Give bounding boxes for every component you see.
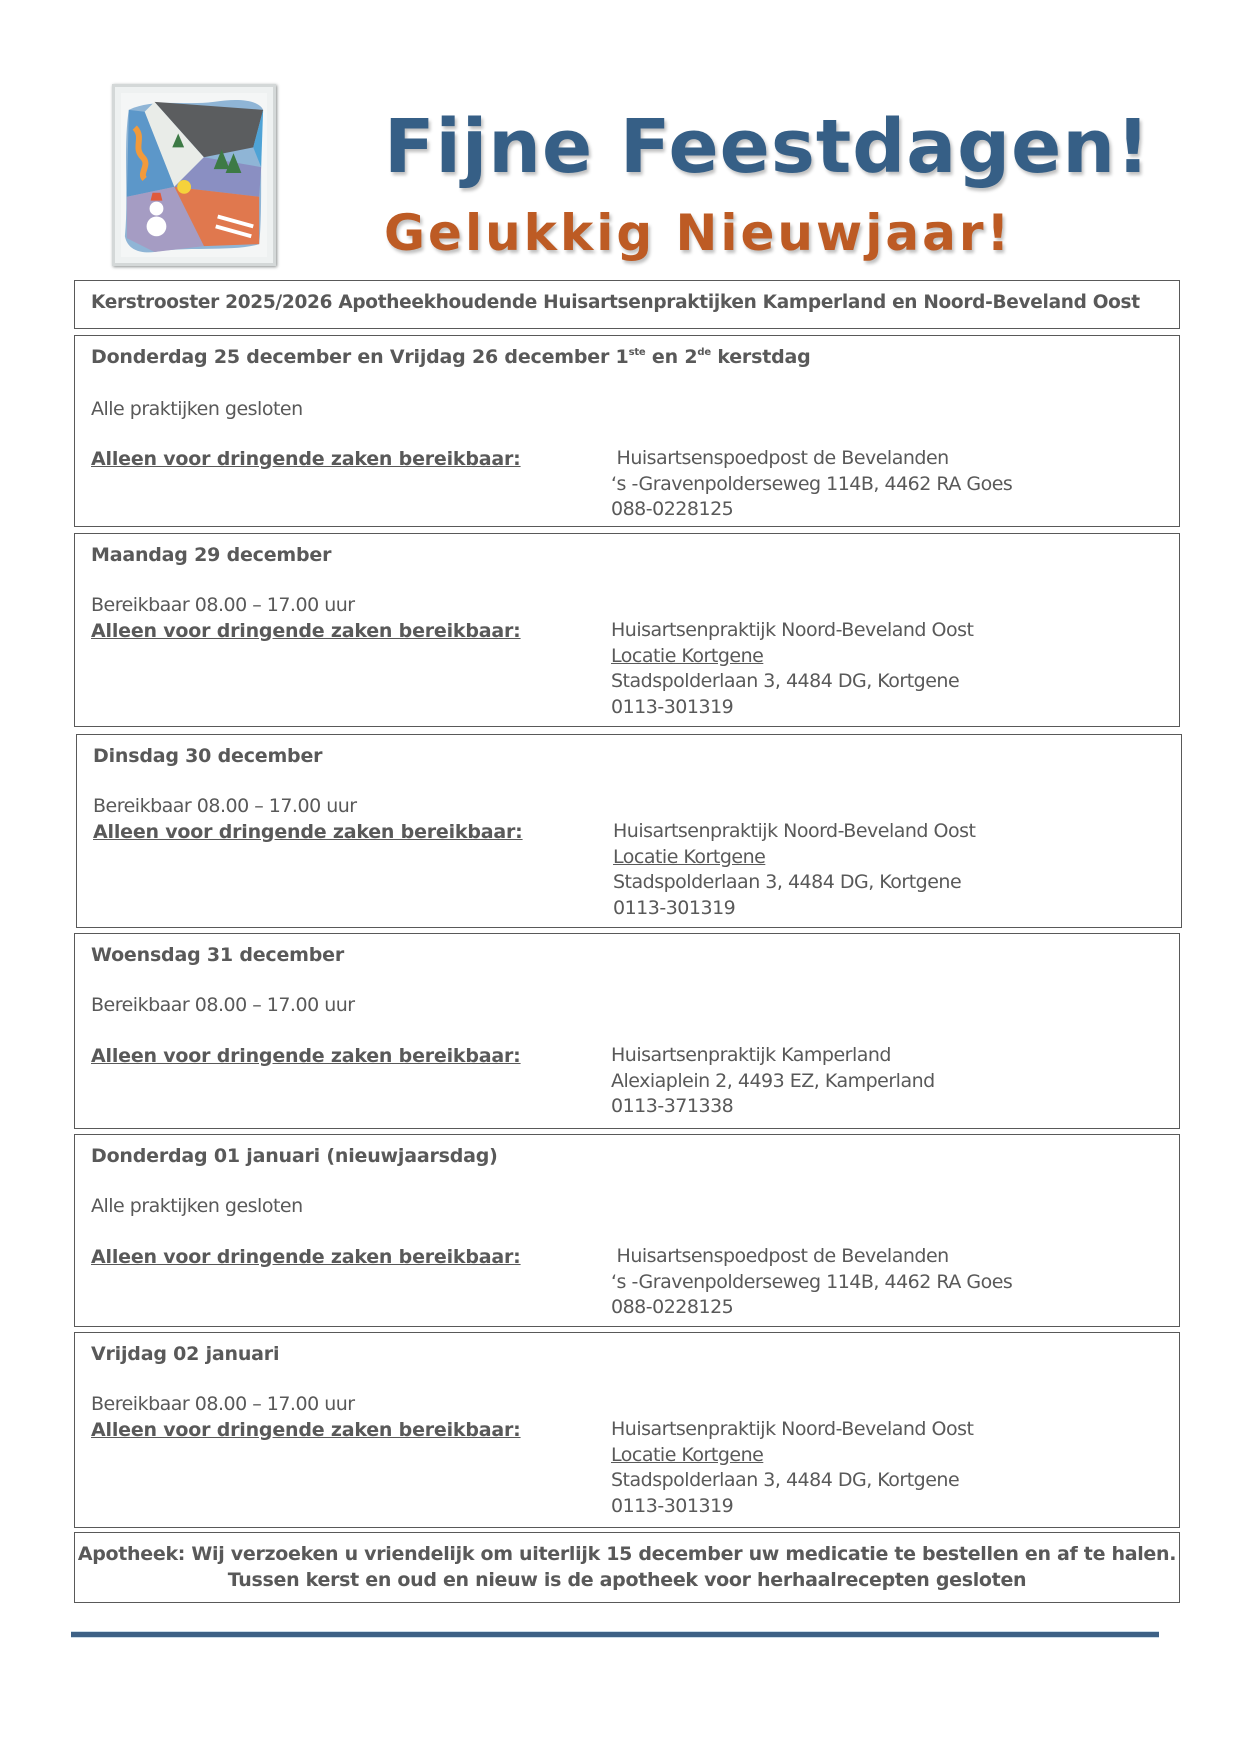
day-heading: Woensdag 31 december bbox=[91, 944, 345, 966]
pharmacy-note-line: Apotheek: Wij verzoeken u vriendelijk om uiterlijk 15 december uw medicatie te bestellen en af te halen. bbox=[77, 1543, 1177, 1565]
contact-address: Stadspolderlaan 3, 4484 DG, Kortgene bbox=[613, 871, 962, 893]
contact-location-link[interactable]: Locatie Kortgene bbox=[611, 644, 764, 667]
contact-address: Stadspolderlaan 3, 4484 DG, Kortgene bbox=[611, 670, 960, 692]
day-status: Alle praktijken gesloten bbox=[91, 1195, 303, 1217]
urgent-label: Alleen voor dringende zaken bereikbaar: bbox=[91, 1419, 521, 1441]
contact-block bbox=[611, 618, 973, 720]
contact-phone: 0113-301319 bbox=[613, 896, 736, 919]
winter-scene-logo-icon bbox=[112, 84, 276, 266]
day-heading: Donderdag 01 januari (nieuwjaarsdag) bbox=[91, 1145, 498, 1167]
contact-phone: 0113-371338 bbox=[611, 1095, 734, 1117]
contact-address: Stadspolderlaan 3, 4484 DG, Kortgene bbox=[611, 1469, 960, 1491]
day-heading: Dinsdag 30 december bbox=[93, 745, 323, 767]
day-status: Bereikbaar 08.00 – 17.00 uur bbox=[91, 994, 355, 1016]
day-heading bbox=[91, 346, 811, 368]
contact-block bbox=[613, 819, 975, 921]
day-section bbox=[74, 335, 1180, 527]
urgent-label: Alleen voor dringende zaken bereikbaar: bbox=[91, 1246, 521, 1268]
footer-divider bbox=[71, 1632, 1159, 1637]
page-subtitle: Gelukkig Nieuwjaar! bbox=[384, 204, 1013, 262]
contact-block bbox=[611, 1417, 973, 1519]
contact-name: Huisartsenspoedpost de Bevelanden bbox=[611, 447, 949, 469]
contact-name: Huisartsenspoedpost de Bevelanden bbox=[611, 1245, 949, 1267]
urgent-label: Alleen voor dringende zaken bereikbaar: bbox=[91, 448, 521, 470]
contact-name: Huisartsenpraktijk Kamperland bbox=[611, 1044, 891, 1066]
day-section bbox=[74, 533, 1180, 727]
day-section bbox=[76, 734, 1182, 928]
ordinal-suffix: de bbox=[697, 347, 711, 358]
pharmacy-note-box bbox=[74, 1532, 1180, 1603]
contact-name: Huisartsenpraktijk Noord-Beveland Oost bbox=[613, 820, 976, 842]
day-status: Bereikbaar 08.00 – 17.00 uur bbox=[91, 1393, 355, 1415]
contact-address: ‘s -Gravenpolderseweg 114B, 4462 RA Goes bbox=[611, 472, 1013, 495]
contact-phone: 0113-301319 bbox=[611, 695, 734, 718]
contact-block bbox=[611, 446, 1012, 523]
day-section bbox=[74, 1134, 1180, 1327]
contact-phone: 088-0228125 bbox=[611, 498, 734, 520]
ordinal-suffix: ste bbox=[628, 347, 646, 358]
contact-address: Alexiaplein 2, 4493 EZ, Kamperland bbox=[611, 1069, 935, 1092]
contact-block bbox=[611, 1043, 935, 1120]
urgent-label: Alleen voor dringende zaken bereikbaar: bbox=[91, 1045, 521, 1067]
urgent-label: Alleen voor dringende zaken bereikbaar: bbox=[91, 620, 521, 642]
schedule-title: Kerstrooster 2025/2026 Apotheekhoudende Huisartsenpraktijken Kamperland en Noord-Beveland Oost bbox=[91, 292, 1140, 313]
schedule-title-box bbox=[74, 280, 1180, 329]
day-status: Bereikbaar 08.00 – 17.00 uur bbox=[91, 594, 355, 616]
day-heading: Maandag 29 december bbox=[91, 544, 332, 566]
contact-address: ‘s -Gravenpolderseweg 114B, 4462 RA Goes bbox=[611, 1270, 1013, 1293]
urgent-label: Alleen voor dringende zaken bereikbaar: bbox=[93, 821, 523, 843]
pharmacy-note-line: Tussen kerst en oud en nieuw is de apotheek voor herhaalrecepten gesloten bbox=[227, 1569, 1027, 1591]
contact-name: Huisartsenpraktijk Noord-Beveland Oost bbox=[611, 619, 974, 641]
contact-block bbox=[611, 1244, 1012, 1321]
contact-location-link[interactable]: Locatie Kortgene bbox=[613, 845, 766, 868]
day-status: Alle praktijken gesloten bbox=[91, 398, 303, 420]
contact-phone: 088-0228125 bbox=[611, 1296, 734, 1318]
contact-location-link[interactable]: Locatie Kortgene bbox=[611, 1443, 764, 1466]
day-heading-text: kerstdag bbox=[710, 346, 811, 368]
day-heading: Vrijdag 02 januari bbox=[91, 1343, 280, 1365]
day-status: Bereikbaar 08.00 – 17.00 uur bbox=[93, 795, 357, 817]
contact-name: Huisartsenpraktijk Noord-Beveland Oost bbox=[611, 1418, 974, 1440]
contact-phone: 0113-301319 bbox=[611, 1494, 734, 1517]
day-section bbox=[74, 1332, 1180, 1528]
day-section bbox=[74, 933, 1180, 1129]
day-heading-text: en 2 bbox=[645, 346, 698, 368]
page-title: Fijne Feestdagen! bbox=[384, 104, 1151, 190]
day-heading-text: Donderdag 25 december en Vrijdag 26 december 1 bbox=[91, 346, 629, 368]
